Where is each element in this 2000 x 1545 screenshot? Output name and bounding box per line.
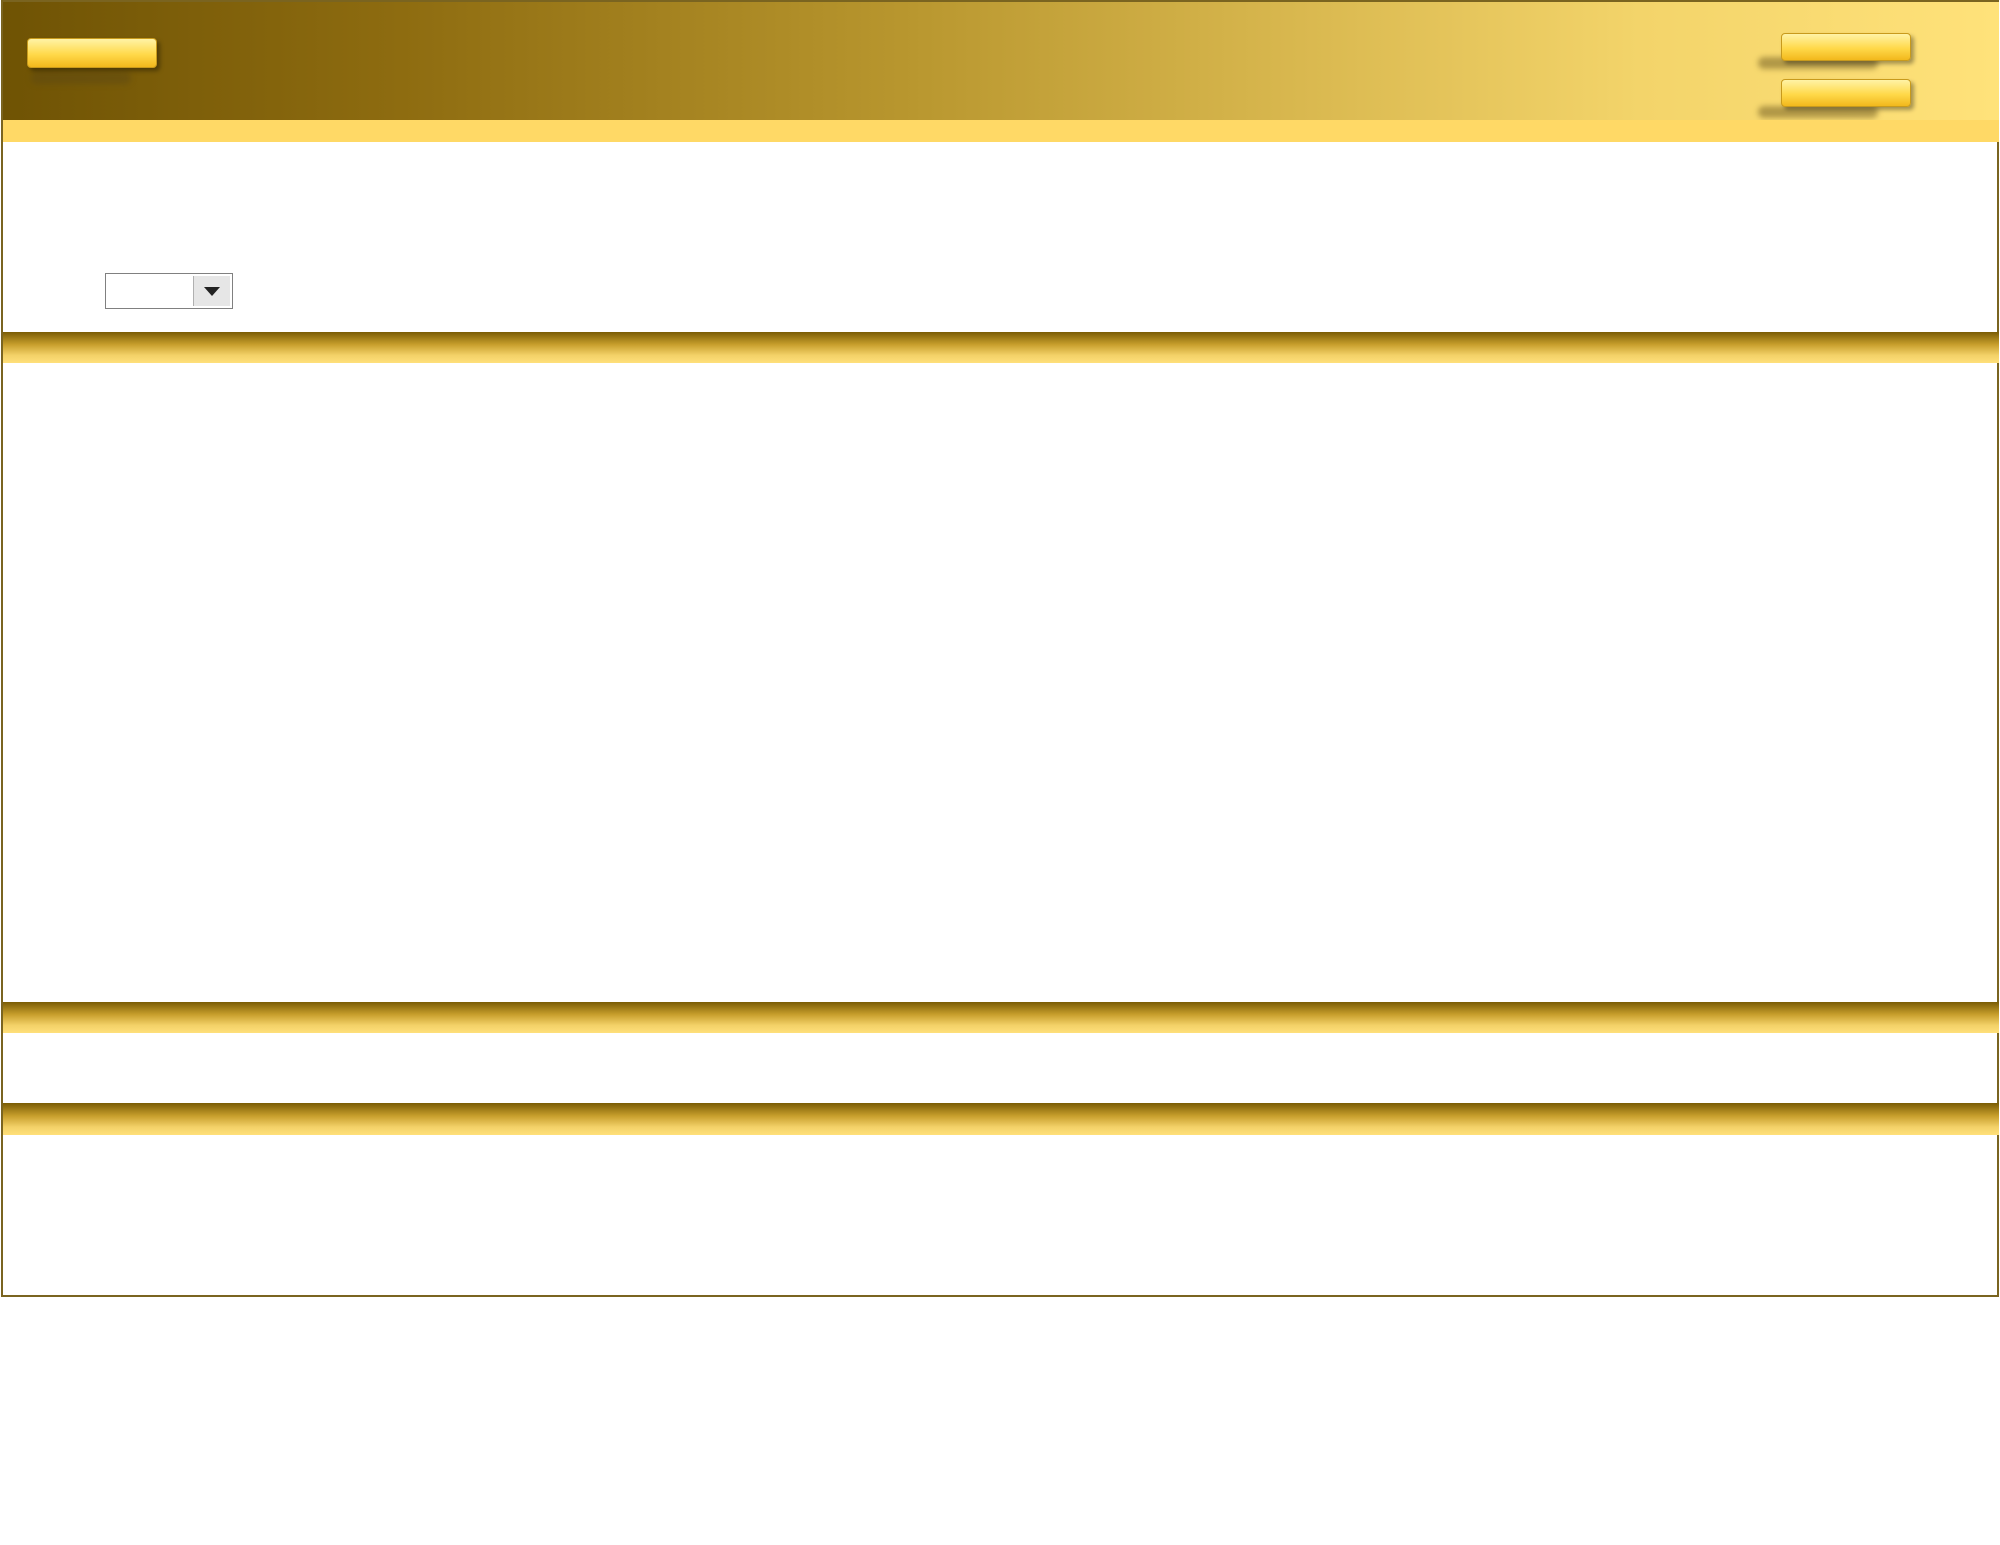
financing-activities-header: [3, 1103, 1999, 1135]
investing-activities-header: [3, 1002, 1999, 1033]
chevron-down-icon[interactable]: [193, 276, 230, 306]
header-banner: [3, 2, 1999, 120]
top-button-shadow: [31, 72, 131, 84]
week-label: [103, 240, 235, 266]
operating-activities-header: [3, 332, 1999, 363]
week-select[interactable]: [105, 273, 233, 309]
next-button-shadow: [1758, 106, 1878, 118]
cashflow-sheet: [1, 0, 1999, 1297]
next-button[interactable]: [1781, 79, 1911, 107]
monthly-budget-bar: [3, 120, 1999, 142]
previous-button[interactable]: [1781, 33, 1911, 61]
top-button[interactable]: [27, 38, 157, 68]
